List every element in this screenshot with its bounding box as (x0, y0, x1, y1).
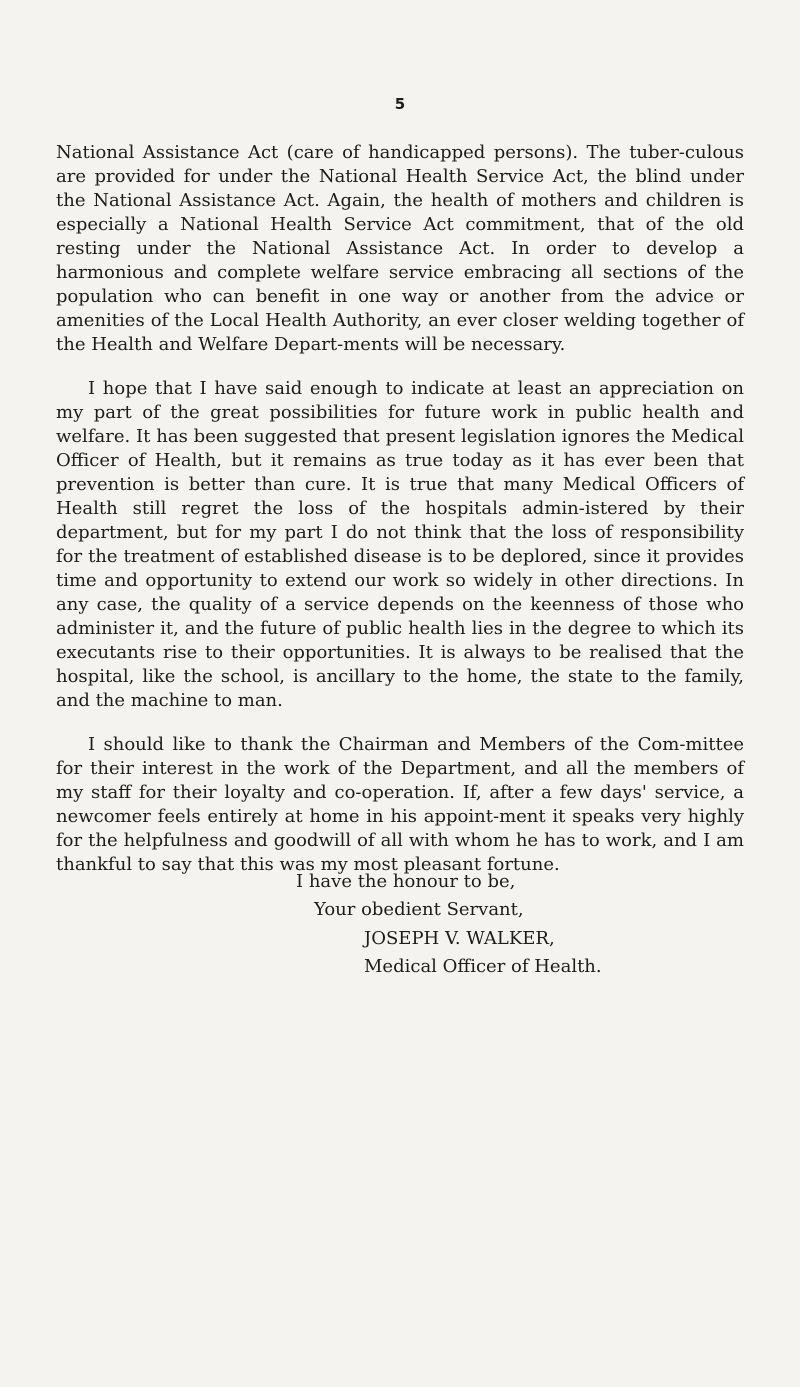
closing-honour: I have the honour to be, (296, 871, 516, 892)
paragraph-public-health: I hope that I have said enough to indicate at least an appreciation on my part of the great possibilities for future work in public health and welfare. It has been suggested that present legislation ignores the Medical Officer of Health, but it remains as true today as it has ever been that prevention is better than cure. It is true that many Medical Officers of Health still regret the loss of the hospitals admin-istered by their department, but for my part I do not think that the loss of responsibility for the treatment of established disease is to be deplored, since it provides time and opportunity to extend our work so widely in other directions. In any case, the quality of a service depends on the keenness of those who administer it, and the future of public health lies in the degree to which its executants rise to their opportunities. It is always to be realised that the hospital, like the school, is ancillary to the home, the state to the family, and the machine to man. (56, 378, 744, 711)
signatory-title: Medical Officer of Health. (364, 956, 602, 977)
letter-body (56, 141, 744, 897)
signatory-name: JOSEPH V. WALKER, (364, 928, 555, 949)
paragraph-thanks: I should like to thank the Chairman and Members of the Com-mittee for their interest in the work of the Department, and all the members of my staff for their loyalty and co-operation. If, after a few days' service, a newcomer feels entirely at home in his appoint-ment it speaks very highly for the helpfulness and goodwill of all with whom he has to work, and I am thankful to say that this was my most pleasant fortune. (56, 734, 744, 875)
page-number: 5 (394, 95, 406, 113)
closing-servant: Your obedient Servant, (314, 899, 524, 920)
paragraph-assistance-act: National Assistance Act (care of handicapped persons). The tuber-culous are provided for under the National Health Service Act, the blind under the National Assistance Act. Again, the health of mothers and children is especially a National Health Service Act commitment, that of the old resting under the National Assistance Act. In order to develop a harmonious and complete welfare service embracing all sections of the population who can benefit in one way or another from the advice or amenities of the Local Health Authority, an ever closer welding together of the Health and Welfare Depart-ments will be necessary. (56, 142, 744, 355)
